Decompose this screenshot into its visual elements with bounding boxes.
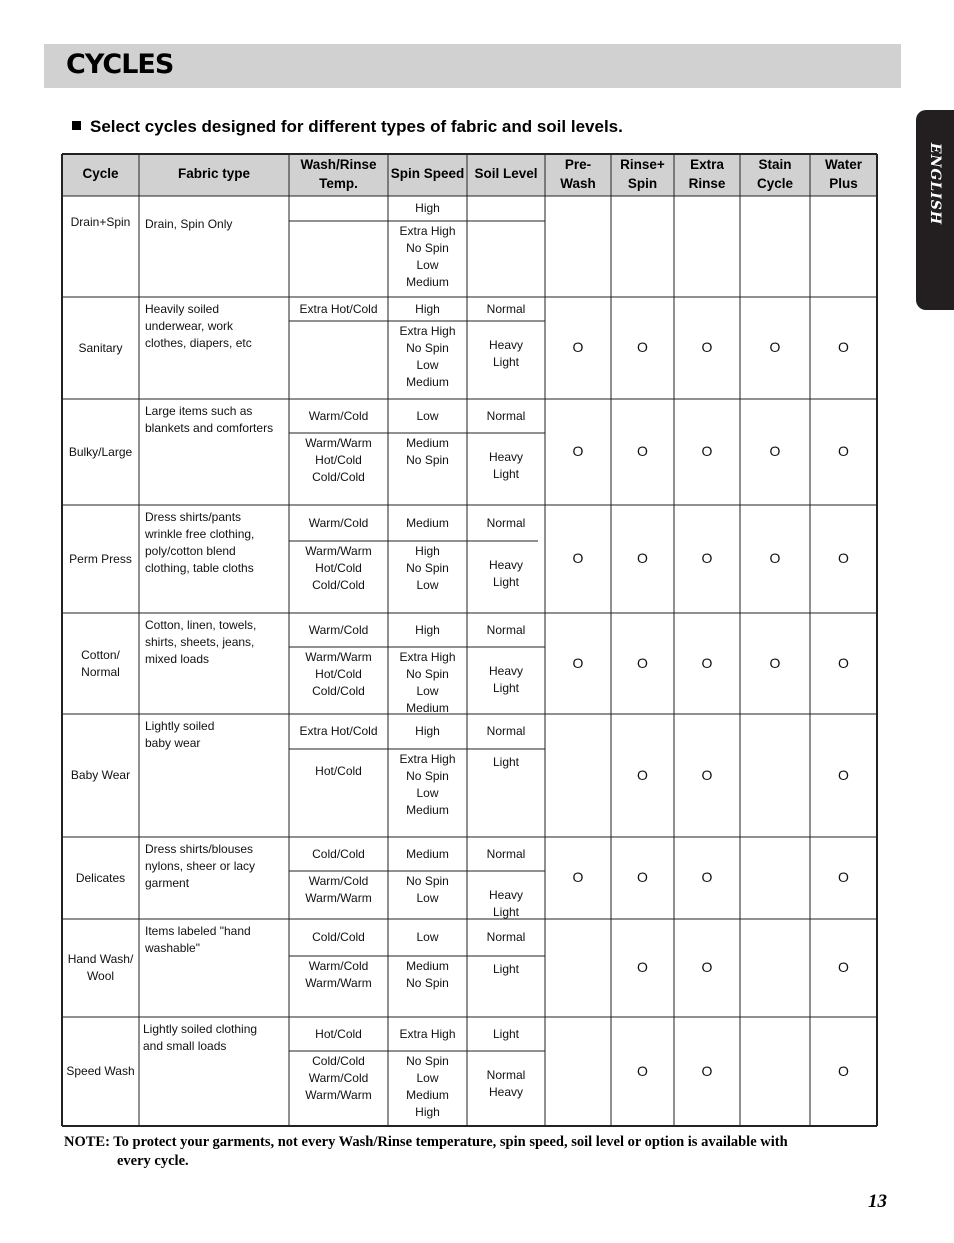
wash-rinse-temp: Warm/Cold — [308, 515, 369, 530]
cycle-name: Bulky/Large — [68, 444, 133, 459]
header-wash-rinse-temp: Wash/Rinse Temp. — [300, 157, 377, 191]
cycle-name: Hand Wash/ Wool — [67, 952, 134, 983]
header-water-plus: Water Plus — [824, 157, 862, 191]
fabric-type: Cotton, linen, towels, shirts, sheets, jeans, mixed loads — [145, 618, 257, 666]
spin-speed: Medium — [406, 846, 449, 861]
option-mark: O — [572, 654, 584, 671]
language-tab-label: ENGLISH — [927, 142, 943, 226]
header-fabric-type: Fabric type — [177, 166, 251, 181]
option-mark: O — [838, 339, 849, 355]
option-mark: O — [637, 869, 648, 885]
soil-level: Normal — [486, 724, 526, 738]
note-line-2: every cycle. — [117, 1153, 189, 1169]
soil-level: Normal — [486, 622, 526, 637]
option-mark: O — [637, 766, 648, 783]
fabric-type: Items labeled "hand washable" — [145, 924, 251, 955]
spin-speed: High — [415, 201, 440, 215]
cycle-name: Sanitary — [78, 340, 123, 355]
spin-speed: High — [415, 724, 440, 738]
header-spin-speed: Spin Speed — [390, 166, 465, 181]
wash-rinse-temp: Warm/Warm Hot/Cold Cold/Cold — [305, 436, 372, 484]
spin-speed: Extra High No Spin Low Medium — [399, 752, 456, 817]
cycle-name: Perm Press — [69, 551, 132, 566]
option-mark: O — [637, 654, 648, 671]
soil-level: Heavy Light — [488, 450, 523, 481]
spin-speed: Extra High No Spin Low Medium — [399, 650, 456, 715]
note-line-1: NOTE: To protect your garments, not every Wash/Rinse temperature, spin speed, soil level or option is available with — [64, 1134, 788, 1150]
fabric-type: Large items such as blankets and comforters — [145, 404, 274, 435]
spin-speed: Low — [416, 408, 439, 423]
wash-rinse-temp: Extra Hot/Cold — [299, 301, 378, 316]
wash-rinse-temp: Cold/Cold — [312, 930, 365, 944]
soil-level: Normal — [486, 930, 526, 944]
spin-speed: Extra High — [399, 1026, 456, 1041]
option-mark: O — [637, 959, 648, 975]
soil-level: Normal — [486, 515, 526, 530]
fabric-type: Lightly soiled clothing and small loads — [143, 1022, 258, 1053]
option-mark: O — [769, 654, 781, 671]
option-mark: O — [572, 339, 584, 355]
option-mark: O — [838, 1062, 849, 1079]
option-mark: O — [701, 550, 713, 566]
option-mark: O — [769, 550, 781, 566]
option-mark: O — [701, 959, 713, 975]
option-mark: O — [838, 443, 849, 459]
fabric-type: Heavily soiled underwear, work clothes, diapers, etc — [145, 302, 252, 350]
fabric-type: Drain, Spin Only — [145, 217, 233, 231]
option-mark: O — [637, 550, 648, 566]
soil-level: Light — [492, 755, 520, 769]
spin-speed: Extra High No Spin Low Medium — [399, 324, 456, 389]
wash-rinse-temp: Extra Hot/Cold — [299, 724, 378, 738]
header-extra-rinse: Extra Rinse — [688, 157, 726, 191]
spin-speed: Medium No Spin — [406, 436, 449, 467]
option-mark: O — [838, 766, 849, 783]
option-mark: O — [701, 766, 713, 783]
spin-speed: No Spin Low — [406, 874, 449, 905]
option-mark: O — [838, 654, 849, 671]
soil-level: Normal — [486, 408, 526, 423]
fabric-type: Dress shirts/pants wrinkle free clothing, poly/cotton blend clothing, table cloths — [145, 510, 255, 575]
spin-speed: Low — [416, 930, 439, 944]
soil-level: Normal Heavy — [486, 1068, 526, 1099]
option-mark: O — [572, 550, 584, 566]
option-mark: O — [769, 339, 781, 355]
spin-speed: High No Spin Low — [406, 544, 449, 592]
header-stain-cycle: Stain Cycle — [756, 157, 794, 191]
fabric-type: Dress shirts/blouses nylons, sheer or lacy garment — [145, 842, 256, 890]
wash-rinse-temp: Warm/Cold Warm/Warm — [305, 874, 372, 905]
wash-rinse-temp: Hot/Cold — [315, 1026, 362, 1041]
header-soil-level: Soil Level — [474, 166, 538, 181]
wash-rinse-temp: Warm/Warm Hot/Cold Cold/Cold — [305, 650, 372, 698]
option-mark: O — [701, 654, 713, 671]
fabric-type: Lightly soiled baby wear — [145, 719, 215, 750]
soil-level: Heavy Light — [488, 338, 523, 369]
option-mark: O — [572, 443, 584, 459]
soil-level: Light — [492, 1026, 520, 1041]
wash-rinse-temp: Warm/Cold Warm/Warm — [305, 959, 372, 990]
page-number: 13 — [868, 1191, 887, 1212]
spin-speed: No Spin Low Medium High — [406, 1054, 449, 1119]
header-pre-wash: Pre- Wash — [560, 157, 596, 191]
option-mark: O — [838, 869, 849, 885]
header-rinse-spin: Rinse+ Spin — [620, 157, 665, 191]
option-mark: O — [701, 443, 713, 459]
option-mark: O — [838, 550, 849, 566]
option-mark: O — [637, 1062, 648, 1079]
option-mark: O — [637, 339, 648, 355]
spin-speed: Medium No Spin — [406, 959, 449, 990]
option-mark: O — [701, 339, 713, 355]
cycle-name: Drain+Spin — [70, 215, 131, 229]
option-mark: O — [838, 959, 849, 975]
option-mark: O — [572, 869, 584, 885]
soil-level: Heavy Light — [488, 664, 523, 695]
option-mark: O — [701, 869, 713, 885]
cycle-name: Baby Wear — [70, 768, 131, 782]
soil-level: Normal — [486, 301, 526, 316]
cycle-name: Speed Wash — [66, 1064, 135, 1078]
wash-rinse-temp: Warm/Warm Hot/Cold Cold/Cold — [305, 544, 372, 592]
spin-speed: High — [415, 301, 440, 316]
soil-level: Heavy Light — [488, 558, 523, 589]
wash-rinse-temp: Hot/Cold — [315, 764, 362, 778]
wash-rinse-temp: Cold/Cold Warm/Cold Warm/Warm — [305, 1054, 372, 1102]
option-mark: O — [701, 1062, 713, 1079]
wash-rinse-temp: Cold/Cold — [312, 846, 365, 861]
spin-speed: Extra High No Spin Low Medium — [399, 224, 456, 289]
soil-level: Normal — [486, 846, 526, 861]
wash-rinse-temp: Warm/Cold — [308, 622, 369, 637]
wash-rinse-temp: Warm/Cold — [308, 408, 369, 423]
spin-speed: High — [415, 622, 440, 637]
page-title: CYCLES — [66, 49, 174, 80]
cycle-name: Cotton/ Normal — [81, 647, 120, 679]
option-mark: O — [769, 443, 781, 459]
spin-speed: Medium — [406, 515, 449, 530]
header-cycle: Cycle — [82, 166, 119, 181]
soil-level: Heavy Light — [488, 888, 523, 919]
cycle-name: Delicates — [75, 870, 126, 885]
soil-level: Light — [492, 962, 520, 976]
subheading-text: Select cycles designed for different types of fabric and soil levels. — [90, 117, 623, 136]
note — [64, 1133, 884, 1171]
option-mark: O — [637, 443, 648, 459]
